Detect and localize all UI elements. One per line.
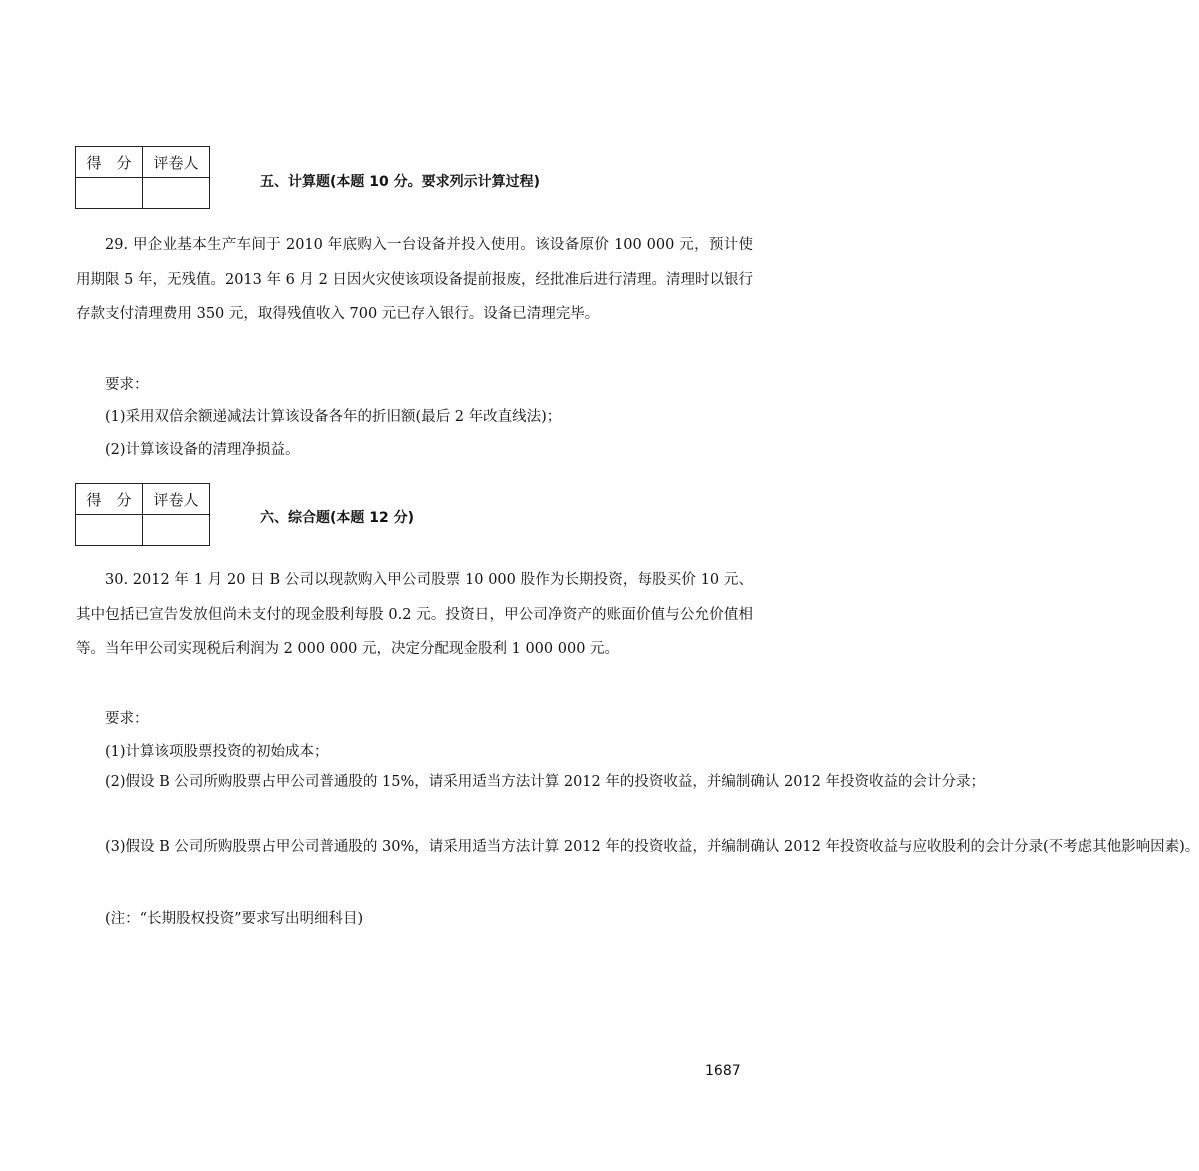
grader-label: 评卷人 bbox=[143, 484, 210, 515]
section-title-comprehensive: 六、综合题(本题 12 分) bbox=[260, 510, 415, 526]
q30-requirement-2: (2)假设 B 公司所购股票占甲公司普通股的 15%，请采用适当方法计算 2012 年的投资收益，并编制确认 2012 年投资收益的会计分录； bbox=[105, 774, 985, 790]
q29-requirement-label: 要求： bbox=[105, 377, 149, 393]
score-input-cell[interactable] bbox=[76, 515, 143, 546]
page-number: 1687 bbox=[705, 1063, 741, 1079]
q29-requirement-2: (2)计算该设备的清理净损益。 bbox=[105, 442, 300, 458]
section-title-calculation: 五、计算题(本题 10 分。要求列示计算过程) bbox=[260, 174, 541, 190]
score-table-section6 bbox=[75, 483, 210, 546]
score-input-cell[interactable] bbox=[76, 178, 143, 209]
score-label: 得 分 bbox=[76, 147, 143, 178]
q30-requirement-3: (3)假设 B 公司所购股票占甲公司普通股的 30%，请采用适当方法计算 2012 年的投资收益，并编制确认 2012 年投资收益与应收股利的会计分录(不考虑其他影响因素)。 bbox=[105, 839, 1199, 855]
q29-requirement-1: (1)采用双倍余额递减法计算该设备各年的折旧额(最后 2 年改直线法)； bbox=[105, 409, 562, 425]
score-label: 得 分 bbox=[76, 484, 143, 515]
q30-requirement-1: (1)计算该项股票投资的初始成本； bbox=[105, 744, 329, 760]
grader-input-cell[interactable] bbox=[143, 178, 210, 209]
q30-requirement-label: 要求： bbox=[105, 711, 149, 727]
q30-note: (注：“长期股权投资”要求写出明细科目) bbox=[105, 911, 364, 927]
grader-label: 评卷人 bbox=[143, 147, 210, 178]
question-29-text: 29. 甲企业基本生产车间于 2010 年底购入一台设备并投入使用。该设备原价 100 000 元，预计使用期限 5 年，无残值。2013 年 6 月 2 日因火灾使该项设备提前报废，经批准后进行清理。清理时以银行存款支付清理费用 350 元，取得残值收入 700 元已存入银行。设备已清理完毕。 bbox=[76, 237, 753, 322]
question-30-text: 30. 2012 年 1 月 20 日 B 公司以现款购入甲公司股票 10 000 股作为长期投资，每股买价 10 元、其中包括已宣告发放但尚未支付的现金股利每股 0.2 元。投资日，甲公司净资产的账面价值与公允价值相等。当年甲公司实现税后利润为 2 000 000 元，决定分配现金股利 1 000 000 元。 bbox=[76, 572, 753, 657]
score-table-section5 bbox=[75, 146, 210, 209]
grader-input-cell[interactable] bbox=[143, 515, 210, 546]
